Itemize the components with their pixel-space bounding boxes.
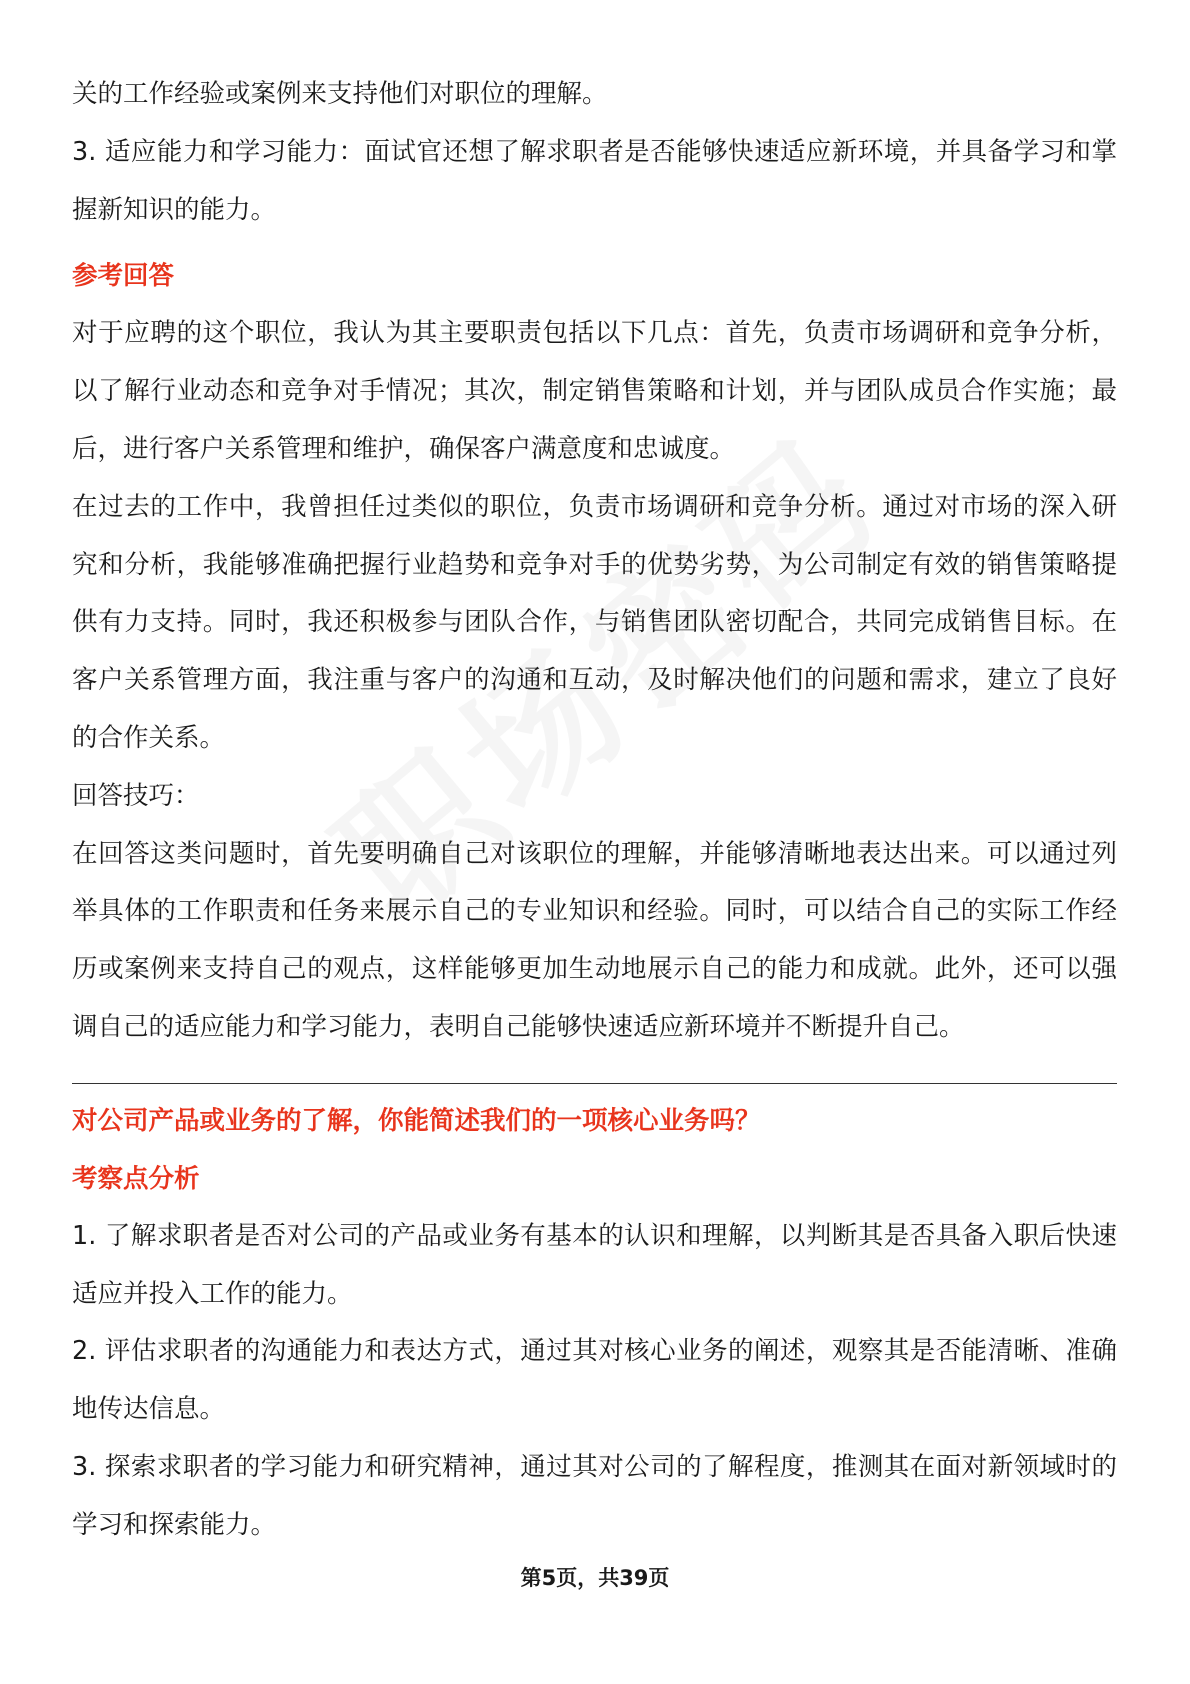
answer-paragraph-1: 对于应聘的这个职位，我认为其主要职责包括以下几点：首先，负责市场调研和竞争分析，以了解行业动态和竞争对手情况；其次，制定销售策略和计划，并与团队成员合作实施；最后，进行客户关系管理和维护，确保客户满意度和忠诚度。 [72, 318, 1117, 464]
question-title: 对公司产品或业务的了解，你能简述我们的一项核心业务吗？ [72, 1105, 761, 1136]
analysis-point-3: 3. 探索求职者的学习能力和研究精神，通过其对公司的了解程度，推测其在面对新领域时的学习和探索能力。 [72, 1451, 1117, 1540]
analysis-point-1: 1. 了解求职者是否对公司的产品或业务有基本的认识和理解，以判断其是否具备入职后快速适应并投入工作的能力。 [72, 1220, 1117, 1309]
reference-answer-heading: 参考回答 [72, 261, 175, 292]
answer-tips-label: 回答技巧： [72, 780, 200, 811]
analysis-heading: 考察点分析 [72, 1163, 200, 1194]
continuation-point-3: 3. 适应能力和学习能力：面试官还想了解求职者是否能够快速适应新环境，并具备学习和掌握新知识的能力。 [72, 136, 1117, 225]
answer-tips-paragraph: 在回答这类问题时，首先要明确自己对该职位的理解，并能够清晰地表达出来。可以通过列举具体的工作职责和任务来展示自己的专业知识和经验。同时，可以结合自己的实际工作经历或案例来支持自己的观点，这样能够更加生动地展示自己的能力和成就。此外，还可以强调自己的适应能力和学习能力，表明自己能够快速适应新环境并不断提升自己。 [72, 838, 1117, 1042]
section-divider [72, 1083, 1117, 1084]
answer-paragraph-2: 在过去的工作中，我曾担任过类似的职位，负责市场调研和竞争分析。通过对市场的深入研究和分析，我能够准确把握行业趋势和竞争对手的优势劣势，为公司制定有效的销售策略提供有力支持。同时，我还积极参与团队合作，与销售团队密切配合，共同完成销售目标。在客户关系管理方面，我注重与客户的沟通和互动，及时解决他们的问题和需求，建立了良好的合作关系。 [72, 491, 1117, 753]
analysis-point-2: 2. 评估求职者的沟通能力和表达方式，通过其对核心业务的阐述，观察其是否能清晰、准确地传达信息。 [72, 1336, 1117, 1425]
page-content [72, 66, 1117, 1555]
continuation-paragraph: 关的工作经验或案例来支持他们对职位的理解。 [72, 79, 608, 109]
page-number: 第5页，共39页 [520, 1566, 670, 1590]
